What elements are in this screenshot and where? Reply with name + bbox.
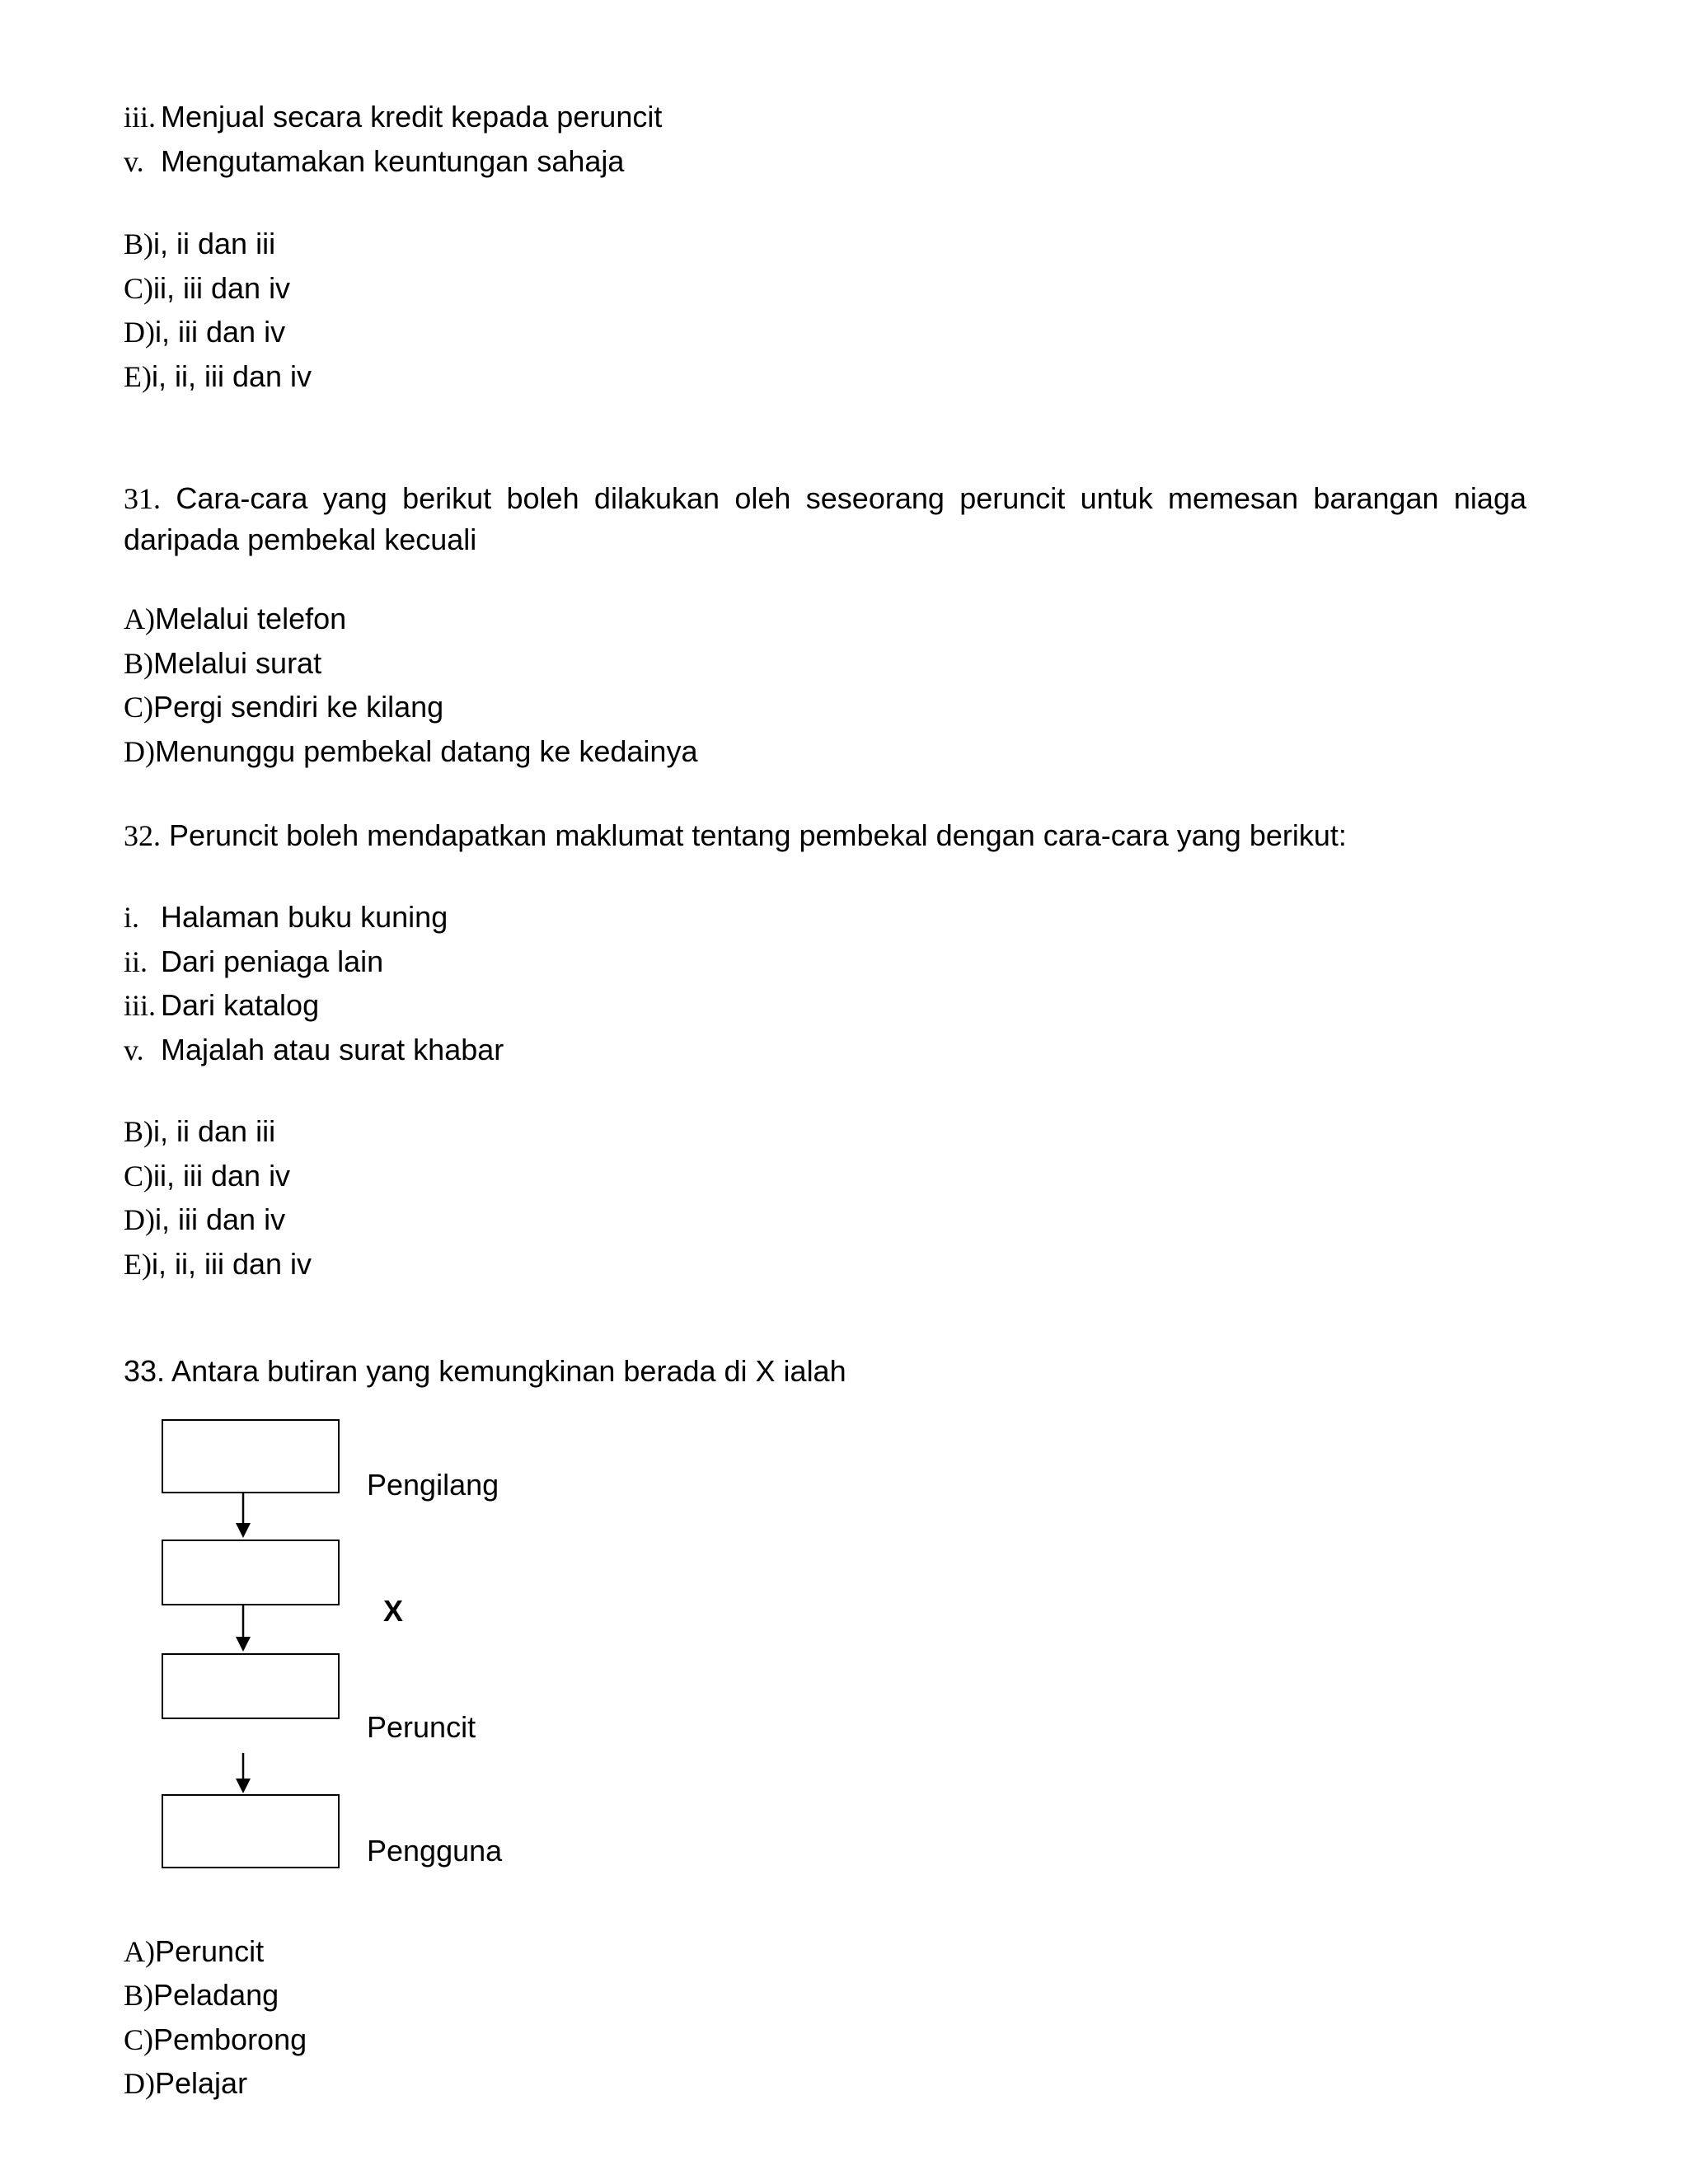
option-marker: B) <box>124 1979 153 2012</box>
question-text: Peruncit boleh mendapatkan maklumat tentang pembekal dengan cara-cara yang berikut: <box>169 818 1347 852</box>
option-marker: B) <box>124 647 153 680</box>
q33-option-a[interactable] <box>124 1935 264 1968</box>
item-text: Mengutamakan keuntungan sahaja <box>161 144 625 178</box>
item-marker: iii. <box>124 101 157 134</box>
question-text: Cara-cara yang berikut boleh dilakukan oleh seseorang peruncit untuk memesan barangan niaga <box>176 481 1526 515</box>
option-text: i, iii dan iv <box>155 315 286 349</box>
q33-option-c[interactable] <box>124 2023 307 2056</box>
option-text: Melalui surat <box>153 646 322 680</box>
label-pengguna: Pengguna <box>367 1834 503 1868</box>
option-marker: B) <box>124 1115 153 1148</box>
item-text: Majalah atau surat khabar <box>161 1033 504 1066</box>
option-text: Menunggu pembekal datang ke kedainya <box>155 734 698 768</box>
option-text: i, ii dan iii <box>153 227 276 260</box>
question-number: 32. <box>124 819 161 852</box>
option-text: ii, iii dan iv <box>153 1159 291 1193</box>
item-text: Menjual secara kredit kepada peruncit <box>161 100 663 134</box>
option-text: Peladang <box>153 1978 279 2012</box>
option-marker: E) <box>124 360 152 393</box>
item-marker: i. <box>124 901 140 934</box>
option-text: Pelajar <box>155 2066 248 2100</box>
option-marker: C) <box>124 1160 153 1193</box>
option-text: Pergi sendiri ke kilang <box>153 690 444 724</box>
option-marker: C) <box>124 2023 153 2056</box>
arrow-down-icon <box>236 1493 251 1538</box>
option-marker: D) <box>124 735 155 768</box>
q33-option-b[interactable] <box>124 1979 279 2012</box>
option-text: i, ii, iii dan iv <box>151 359 312 393</box>
item-text: Halaman buku kuning <box>161 900 448 934</box>
label-peruncit: Peruncit <box>367 1710 476 1744</box>
option-text: i, iii dan iv <box>155 1202 286 1236</box>
option-text: i, ii, iii dan iv <box>151 1247 312 1281</box>
option-marker: A) <box>124 602 155 635</box>
option-text: Peruncit <box>155 1934 265 1968</box>
q33-option-d[interactable] <box>124 2067 247 2100</box>
option-marker: E) <box>124 1248 152 1281</box>
option-marker: D) <box>124 2067 155 2100</box>
item-marker: v. <box>124 1033 144 1066</box>
arrow-down-icon <box>236 1753 251 1793</box>
q33-stem: 33. Antara butiran yang kemungkinan berada di X ialah <box>124 1354 846 1388</box>
item-text: Dari katalog <box>161 988 320 1022</box>
question-number: 31. <box>124 482 161 515</box>
option-marker: D) <box>124 1203 155 1236</box>
option-marker: B) <box>124 227 153 260</box>
option-marker: D) <box>124 316 155 349</box>
label-pengilang: Pengilang <box>367 1468 499 1502</box>
option-text: Melalui telefon <box>155 602 347 635</box>
item-text: Dari peniaga lain <box>161 944 384 978</box>
option-text: Pemborong <box>153 2022 307 2056</box>
item-marker: iii. <box>124 989 157 1022</box>
option-text: i, ii dan iii <box>153 1114 276 1148</box>
option-text: ii, iii dan iv <box>153 271 291 305</box>
arrow-down-icon <box>236 1605 251 1652</box>
q31-stem-line2: daripada pembekal kecuali <box>124 523 477 556</box>
option-marker: C) <box>124 691 153 724</box>
option-marker: C) <box>124 272 153 305</box>
label-x: X <box>383 1594 404 1628</box>
item-marker: v. <box>124 145 144 178</box>
item-marker: ii. <box>124 945 148 978</box>
option-marker: A) <box>124 1935 155 1968</box>
